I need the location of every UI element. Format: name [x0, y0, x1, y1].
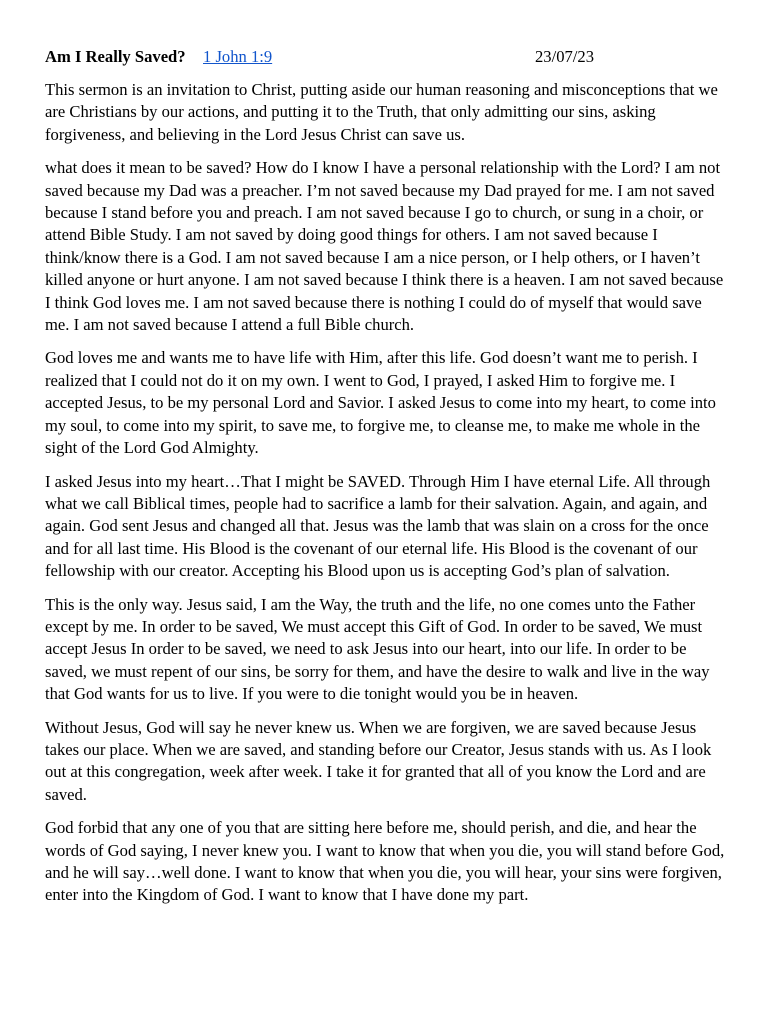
sermon-date: 23/07/23: [535, 47, 595, 66]
scripture-link[interactable]: 1 John 1:9: [203, 47, 273, 66]
document-header: [45, 46, 725, 68]
paragraph: I asked Jesus into my heart…That I might be SAVED. Through Him I have eternal Life. All through what we call Biblical times, people had to sacrifice a lamb for their salvation. Again, and again, and again. God sent Jesus and changed all that. Jesus was the lamb that was slain on a cross for the once and for all last time. His Blood is the covenant of our eternal life. His Blood is the covenant of our fellowship with our creator. Accepting his Blood upon us is accepting God’s plan of salvation.: [45, 471, 711, 581]
paragraph: This is the only way. Jesus said, I am the Way, the truth and the life, no one comes unto the Father except by me. In order to be saved, We must accept this Gift of God. In order to be saved, We must accept Jesus In order to be saved, we need to ask Jesus into our heart, into our life. In order to be saved, we must repent of our sins, be sorry for them, and have the desire to walk and live in the way that God wants for us to live. If you were to die tonight would you be in heaven.: [45, 594, 710, 704]
paragraph: God loves me and wants me to have life with Him, after this life. God doesn’t want me to perish. I realized that I could not do it on my own. I went to God, I prayed, I asked Him to forgive me. I accepted Jesus, to be my personal Lord and Savior. I asked Jesus to come into my heart, to come into my soul, to come into my spirit, to save me, to forgive me, to cleanse me, to make me whole in the sight of the Lord God Almighty.: [45, 348, 716, 458]
paragraph-intro: This sermon is an invitation to Christ, putting aside our human reasoning and misconceptions that we are Christians by our actions, and putting it to the Truth, that only admitting our sins, asking forgiveness, and believing in the Lord Jesus Christ can save us.: [45, 80, 718, 144]
paragraph: Without Jesus, God will say he never knew us. When we are forgiven, we are saved because Jesus takes our place. When we are saved, and standing before our Creator, Jesus stands with us. As I look out at this congregation, week after week. I take it for granted that all of you know the Lord and are saved.: [45, 717, 712, 804]
document-page: [45, 46, 725, 918]
sermon-title: Am I Really Saved?: [45, 47, 186, 66]
paragraph: God forbid that any one of you that are sitting here before me, should perish, and die, and hear the words of God saying, I never knew you. I want to know that when you die, you will stand before God, and he will say…well done. I want to know that when you die, you will hear, your sins were forgiven, enter into the Kingdom of God. I want to know that I have done my part.: [45, 818, 725, 905]
paragraph: what does it mean to be saved? How do I know I have a personal relationship with the Lord? I am not saved because my Dad was a preacher. I’m not saved because my Dad prayed for me. I am not saved because I stand before you and preach. I am not saved because I go to church, or sung in a choir, or attend Bible Study. I am not saved by doing good things for others. I am not saved because I think/know there is a God. I am not saved because I am a nice person, or I help others, or I haven’t killed anyone or hurt anyone. I am not saved because I think there is a heaven. I am not saved because I think God loves me. I am not saved because there is nothing I could do of myself that would save me. I am not saved because I attend a full Bible church.: [45, 158, 724, 335]
